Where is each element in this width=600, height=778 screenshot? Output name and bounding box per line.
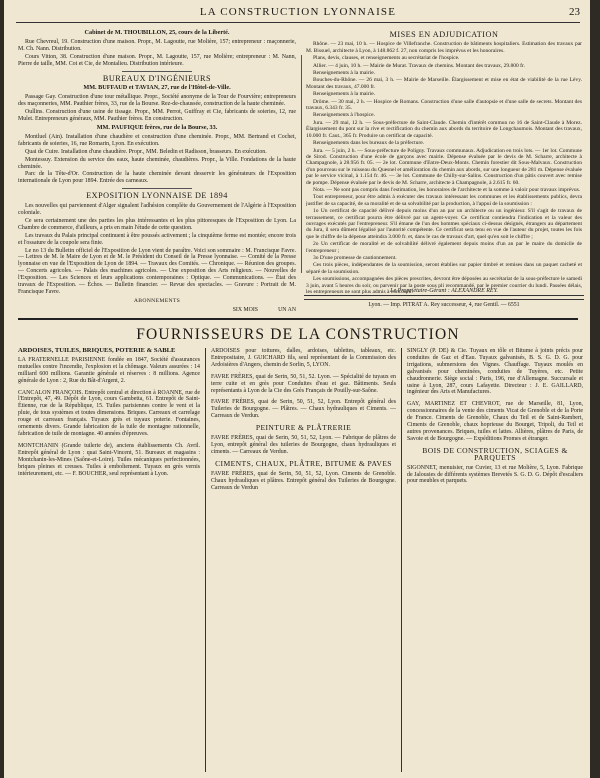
- advert: SIGONNET, menuisier, rue Cuvier, 13 et rue Molière, 5, Lyon. Fabrique de Jalousies de différents systèmes Brevetés S. G. D. G. Dépôt d'escaliers pour meubles et parquets.: [407, 464, 583, 485]
- adjudication-item: Plans, devis, clauses, et renseignements au secrétariat de l'hospice.: [313, 55, 460, 62]
- advert: SINGLY (P. DE) & Cie. Tuyaux en tôle et Bitume à joints précis pour conduites de Gaz et d'Eau. Tuyaux galvanisés, B. S. G. D. G. pour irrigations, submersions des Vignes. Chauffage. Tuyaux moulés en galvanisés pour cheminées, conduites de Tuyères, etc. Petite chaudronnerie. Siège social : Paris, 196, rue d'Allemagne. Succursale et usine à Lyon, 287, cours Lafayette. Directeur : J. E. GAILLARD, ingénieur des Arts et Manufactures.: [407, 348, 583, 396]
- expo-paragraph: Le no 13 du Bulletin officiel de l'Exposition de Lyon vient de paraître. Voici son sommaire : M. Francisque Favre. — Lettres de M. le Maire de Lyon et de M. le Président du Conseil de la Presse lyonnaise. — Comité de la Presse lyonnaise en vue de l'Exposition de Lyon de 1894. — Travaux des Comités. — Chronique. — Réunion des groupes. — Concerts agricoles. — Palais des machines agricoles. — Une exposition des Arts religieux. — Nouvelles de l'Exposition. — Les Sciences et leurs applications contemporaines : Optique. — Communications. — État des travaux de l'Exposition. — Échos. — Bulletin financier. — Revue des spectacles. — Gravure : Portrait de M. Francisque Favre.: [18, 247, 296, 295]
- subscription-table: [18, 307, 296, 314]
- col-six-mois: SIX MOIS: [232, 306, 258, 313]
- page-number: 23: [569, 6, 580, 18]
- advert: GAY, MARTINEZ ET CHEVROT, rue de Marseille, 81, Lyon, concessionnaires de la vente des ciments Vicat de Grenoble et de la Porte de France. Ciments de Grenoble, Chaux du Teil et de Saint-Rambert, Ciments de Grenoble, chaux hoprieuse du Bourget, Tripoli, du Teil et autres provenances. Briques, tuiles et lattes. Allières, plâtres de Paris, de Savoie et de Bourgogne. — Expéditions Promes et étranger.: [407, 401, 583, 442]
- advert: FAVRE FRÈRES, quai de Serin, 50, 51, 52, Lyon. Ciments de Grenoble. Chaux hydrauliques et plâtres. Entrepôt général des Tuileries de Bourgogne. Carreaux de Verdun: [211, 470, 396, 491]
- adjudication-item: Drôme. — 30 mai, 2 h. — Hospice de Romans. Construction d'une salle d'autopsie et d'une salle de secrets. Montant des travaux, 6.343 fr. 35.: [306, 98, 582, 112]
- gerant-signature: [304, 288, 584, 294]
- fournisseurs-column-1: [18, 348, 200, 482]
- section-heading: CIMENTS, CHAUX, PLÂTRE, BITUME & PAVES: [215, 458, 392, 468]
- imprint: Lyon. — Imp. PITRAT A. Rey successeur, 4, rue Gentil. — 6551: [368, 302, 520, 308]
- fournisseurs-column-2: [211, 348, 396, 496]
- adjudication-item: Bouches-du-Rhône. — 26 mai, 3 h. — Mairie de Marseille. Élargissement et mise en état de viabilité de la rue Lévy. Montant des travaux, 47.000 fr.: [306, 77, 582, 90]
- expo-paragraph: Les travaux du Palais principal continuent à être poussés activement ; la cinquième ferme est montée; encore trois et l'ossature de la coupole sera finie.: [18, 232, 296, 246]
- adjudication-item: Renseignements à la mairie.: [313, 70, 376, 77]
- signature-text: Le Propriétaire-Gérant : ALEXANDRE REY.: [390, 288, 498, 294]
- adjudication-item: Ces trois pièces, indépendantes de la soumission, seront établies sur papier timbré et remises dans un paquet cacheté et séparé de la soumission.: [306, 262, 582, 275]
- divider: [122, 71, 192, 72]
- adjudication-item: Rhône. — 23 mai, 10 h. — Hospice de Villefranche. Construction de bâtiments hospitaliers. Estimation des travaux par M. Bissuel, architecte à Lyon, à 148.862 f. 27, non compris les imprévus et les honoraires.: [306, 41, 582, 54]
- section-heading: BOIS DE CONSTRUCTION, SCIAGES & PARQUETS: [422, 445, 568, 462]
- advert: FAVRE FRÈRES, quai de Serin, 50, 51, 52. Lyon. — Spécialité de tuyaux en terre cuite et en grès pour Conduites d'eau et gaz. Bâtiments. Seuls représentants à Lyon de la Cie des Grès Français de Pouilly-sur-Saône.: [211, 373, 396, 394]
- section-heading: PEINTURE & PLÂTRERIE: [255, 423, 352, 433]
- adjudication-item: 1o Un certificat de capacité délivré depuis moins d'un an par un architecte ou un ingénieur. S'il s'agit de travaux de terrassement, ce certificat pourra être délivré par un agent-voyer. Ce certificat contiendra l'indication et la valeur des ouvrages exécutés par l'entrepreneur. S'il émane de l'un des hommes spéciaux ci-dessus désignés, étrangers au département du Jura, il sera dûment légalisé par l'autorité compétente. Ce certificat sera tenu en vue de l'auteur du projet, toutes les fois que le chiffre de la dépense atteindra 3.000 fr. et, dans le cas de travaux d'art, quel qu'en soit le chiffre ;: [306, 208, 582, 240]
- adjudication-item: Renseignements dans les bureaux de la préfecture.: [313, 140, 425, 147]
- column-divider: [401, 348, 402, 772]
- buffaud-item: Passage Gay. Construction d'une tour métallique. Propr., Société anonyme de la Tour de Fourvière; entrepreneurs des maçonneries, MM. Pauthier frères, 33, rue de la Bourse. Rez-de-chaussée, construction de la haute cheminée.: [18, 94, 296, 108]
- advert: ARDOISES pour toitures, dalles, ardoises, tablettes, tableaux, etc. Entrepositaire, J. GUICHARD fils, seul représentant de la Commission des Ardoisières d'Angers, chemin de Sorlin, 5, LYON.: [211, 348, 396, 368]
- adjudication-item: Les soumissions, accompagnées des pièces prescrites, devront être déposées au secrétariat de la sous-préfecture le samedi 3 juin, avant 5 heures du soir, ou parvenir par la poste sous pli recommandé, par le premier courrier du lundi. Passées délais, les entrepreneurs ne sont plus admis à concourir.: [306, 276, 582, 294]
- advert: FAVRE FRÈRES, quai de Serin, 50, 51, 52, Lyon. Entrepôt général des Tuileries de Bourgogne. — Plâtres. — Chaux hydrauliques et Ciments. — Carreaux de Verdun.: [211, 399, 396, 420]
- advert: CANCALON FRANÇOIS. Entrepôt central et direction à ROANNE, rue de l'Entrepôt, 47, 49. Dépôt de Lyon, cours Gambetta, 61. Entrepôt de Saint-Étienne, rue de la République, 15. Tuiles parisiennes contre le vent et la pluie, de tous systèmes et toutes dimensions. Briques. Carreaux et carrelage rouge et carreaux français. Tuyaux grès et tuyaux poterie. Fontaines, ornements divers. Grande fabrication de la tuile de montagne rationnelle, fabrication de tuile de montagne. 40 années d'épreuves.: [18, 389, 200, 437]
- expo-title: EXPOSITION LYONNAISE DE 1894: [86, 191, 228, 201]
- buffaud-heading: MM. BUFFAUD et TAVIAN, 27, rue de l'Hôtel-de-Ville.: [83, 84, 231, 92]
- expo-paragraph: Ce sera certainement une des parties les plus intéressantes et les plus pittoresques de l'Exposition de Lyon. La Chambre de commerce, d'ailleurs, a pris en main l'étude de cette question.: [18, 217, 296, 231]
- cabinet-item: Rue Chevreul, 19. Construction d'une maison. Propr., M. Lagoutte, rue Molière, 157; entrepreneur : maçonnerie, M. Ch. Nann. Distribution.: [18, 38, 296, 52]
- abonnements-heading: ABONNEMENTS: [133, 297, 181, 304]
- adjudication-item: Jura. — 5 juin, 2 h. — Sous-préfecture de Poligny. Travaux communaux. Adjudication en trois lots. — 1er lot. Commune de Sirod. Construction d'une école de garçons avec mairie. Dépense évaluée par le devis de M. Scharre, architecte à Champagnole, à 28.956 fr. 05. — 2e lot. Commune d'Entre-Deux-Monts. Chemin forestier dit Sous-Malvaux. Construction d'un pourceau sur le ruisseau du Quesnel et amélioration du chemin aux abords, sur une longueur de 281 m. Dépense évaluée par le service vicinal, à 1.154 fr. 46. — 3e lot. Commune de Chilly-sur-Salins. Construction d'un pâtis couvert avec remise de pompe. Dépense évaluée par le devis de M. Scharre, architecte à Champagnole, à 2.615 fr. 60.: [306, 147, 582, 186]
- section-heading: ARDOISES, TUILES, BRIQUES, POTERIE & SABLE: [18, 347, 176, 354]
- paufique-item: Montessuy. Extension du service des eaux, haute cheminée, chaudières. Propr., la Ville. Fondations de la haute cheminée.: [18, 156, 296, 170]
- adjudication-item: Renseignements à l'hospice.: [313, 112, 375, 119]
- adjudication-item: Tout entrepreneur, pour être admis à exécuter des travaux intéressant les communes et les établissements publics, devra justifier de sa capacité, de sa moralité et de sa solvabilité par la production, à l'appui de la soumission :: [306, 194, 582, 207]
- column-divider: [301, 55, 302, 273]
- bureaux-title: BUREAUX D'INGÉNIEURS: [102, 73, 212, 83]
- expo-paragraph: Les nouvelles qui parviennent d'Alger signalent l'adhésion complète du Gouvernement de l'Algérie à l'Exposition coloniale.: [18, 203, 296, 217]
- running-header: [16, 6, 580, 23]
- paufique-item: Quai de Cuire. Installation d'une chaudière. Propr., MM. Beledin et Radisson, brasseurs. En exécution.: [25, 148, 267, 155]
- advert: LA FRATERNELLE PARISIENNE fondée en 1847, Société d'assurances mutuelles contre l'incendie, l'explosion et la chômage. Valeurs assurées : 14 milliard 600 millions. Garantie générale et réserves : 8 millions. Agence générale de Lyon : 2, Rue du Bât-d'Argent, 2.: [18, 356, 200, 384]
- divider: [304, 299, 584, 300]
- column-divider: [205, 348, 206, 772]
- divider: [122, 188, 192, 189]
- advert: MONTCHANIN (Grande tuilerie de), anciens établissements Ch. Avril. Entrepôt général de Lyon : quai Saint-Vincent, 51. Bureaux et magasins : Montchanin-les-Mines (Saône-et-Loire). Tuiles mécaniques perfectionnées, briques pleines et creuses. Tuiles à emboîtement. Tuyaux en grès vernis intérieurement, etc. — F. BOUCHER, seul représentant à Lyon.: [18, 442, 200, 477]
- adjudication-item: Allier. — 4 juin, 10 h. — Mairie de Murat. Travaux de chemins. Montant des travaux, 29.800 fr.: [313, 62, 525, 69]
- divider: [304, 295, 584, 296]
- paufique-item: Montluel (Ain). Installation d'une chaudière et construction d'une cheminée. Propr., MM. Bertrand et Cochet, fabricants de soieries, 16, rue Romarin, Lyon. En exécution.: [18, 133, 296, 147]
- fournisseurs-column-3: [407, 348, 583, 490]
- paufique-item: Parc de la Tête-d'Or. Construction de la haute cheminée devant desservir les générateurs de l'Exposition internationale de Lyon pour 1894. Entrée des carneaux.: [18, 171, 296, 185]
- journal-page: [4, 0, 590, 778]
- adjudication-title: MISES EN ADJUDICATION: [389, 30, 499, 39]
- adjudication-item: 3o D'une promesse de cautionnement.: [313, 255, 397, 261]
- col-un-an: UN AN: [278, 306, 296, 313]
- cabinet-item: Cours Vitton, 38. Construction d'une maison. Propr., M. Lagoutte, 157, rue Molière; entrepreneur : M. Nann, Pierre de taille, MM. Cot et Cie, de Montalieu. Distribution intérieure.: [18, 53, 296, 67]
- adjudication-item: Jura. — 29 mai, 12 h. — Sous-préfecture de Saint-Claude. Chemin d'intérêt commun no 16 de Saint-Claude à Morez. Élargissement du pont sur la rive et rectification du chemin aux abords du territoire de Longchaumois. Montant des travaux, 10.000 fr. Caut., 365 fr. Produire un certificat de capacité.: [306, 119, 582, 139]
- paufique-heading: MM. PAUFIQUE frères, rue de la Bourse, 33.: [96, 123, 218, 131]
- adjudication-item: Renseignements à la mairie.: [313, 91, 376, 98]
- journal-title: LA CONSTRUCTION LYONNAISE: [199, 6, 397, 18]
- adjudication-item: 2o Un certificat de moralité et de solvabilité délivré également depuis moins d'un an par le maire du domicile de l'entrepreneur ;: [306, 241, 582, 254]
- fournisseurs-title: FOURNISSEURS DE LA CONSTRUCTION: [18, 318, 578, 344]
- right-column: [306, 28, 582, 294]
- adjudication-item: Nota. — Ne sont pas compris dans l'estimation, les honoraires de l'architecte et la somme à valoir pour travaux imprévus.: [313, 186, 581, 193]
- buffaud-item: Oullins. Construction d'une usine de tissage. Propr., MM. Perrot, Guiffray et Cie, fabricants de soieries, 12, rue Mulet. Entrepreneurs généraux, MM. Pauthier frères. En construction.: [18, 109, 296, 123]
- cabinet-heading: Cabinet de M. THOUBILLON, 25, cours de la Liberté.: [84, 29, 230, 36]
- left-column: [18, 28, 296, 314]
- advert: FAVRE FRÈRES, quai de Serin, 50, 51, 52, Lyon. — Fabrique de plâtres de Lyon, entrepôt général des tuileries de Bourgogne, chaux hydrauliques et ciments. — Carreaux de Verdun.: [211, 435, 396, 455]
